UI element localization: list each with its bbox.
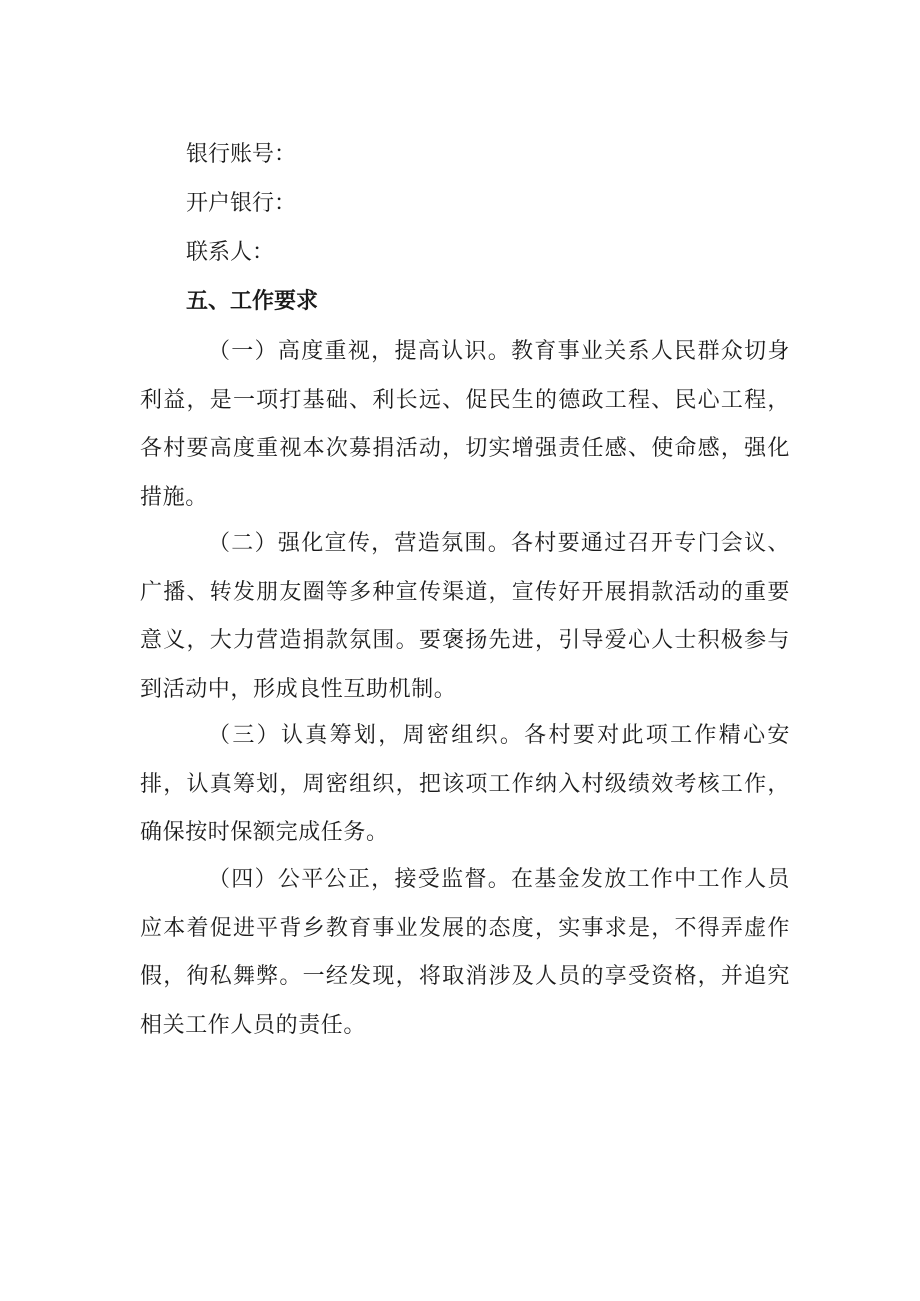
bank-account-label: 银行账号： <box>186 142 297 167</box>
paragraph-fairness: （四）公平公正，接受监督。在基金发放工作中工作人员应本着促进平背乡教育事业发展的态度，实事求是，不得弄虚作假，徇私舞弊。一经发现，将取消涉及人员的享受资格，并追究相关工作人员的责任。 <box>140 867 790 1038</box>
paragraph-publicity: （二）强化宣传，营造氛围。各村要通过召开专门会议、广播、转发朋友圈等多种宣传渠道，宣传好开展捐款活动的重要意义，大力营造捐款氛围。要褒扬先进，引导爱心人士积极参与到活动中，形成良性互助机制。 <box>140 531 790 702</box>
bank-name-label: 开户银行： <box>186 191 297 216</box>
paragraph-importance: （一）高度重视，提高认识。教育事业关系人民群众切身利益，是一项打基础、利长远、促民生的德政工程、民心工程，各村要高度重视本次募捐活动，切实增强责任感、使命感，强化措施。 <box>140 339 790 510</box>
paragraph-organization: （三）认真筹划，周密组织。各村要对此项工作精心安排，认真筹划，周密组织，把该项工作纳入村级绩效考核工作，确保按时保额完成任务。 <box>140 723 790 845</box>
contact-person-label: 联系人： <box>186 240 275 265</box>
section-heading: 五、工作要求 <box>186 289 319 314</box>
